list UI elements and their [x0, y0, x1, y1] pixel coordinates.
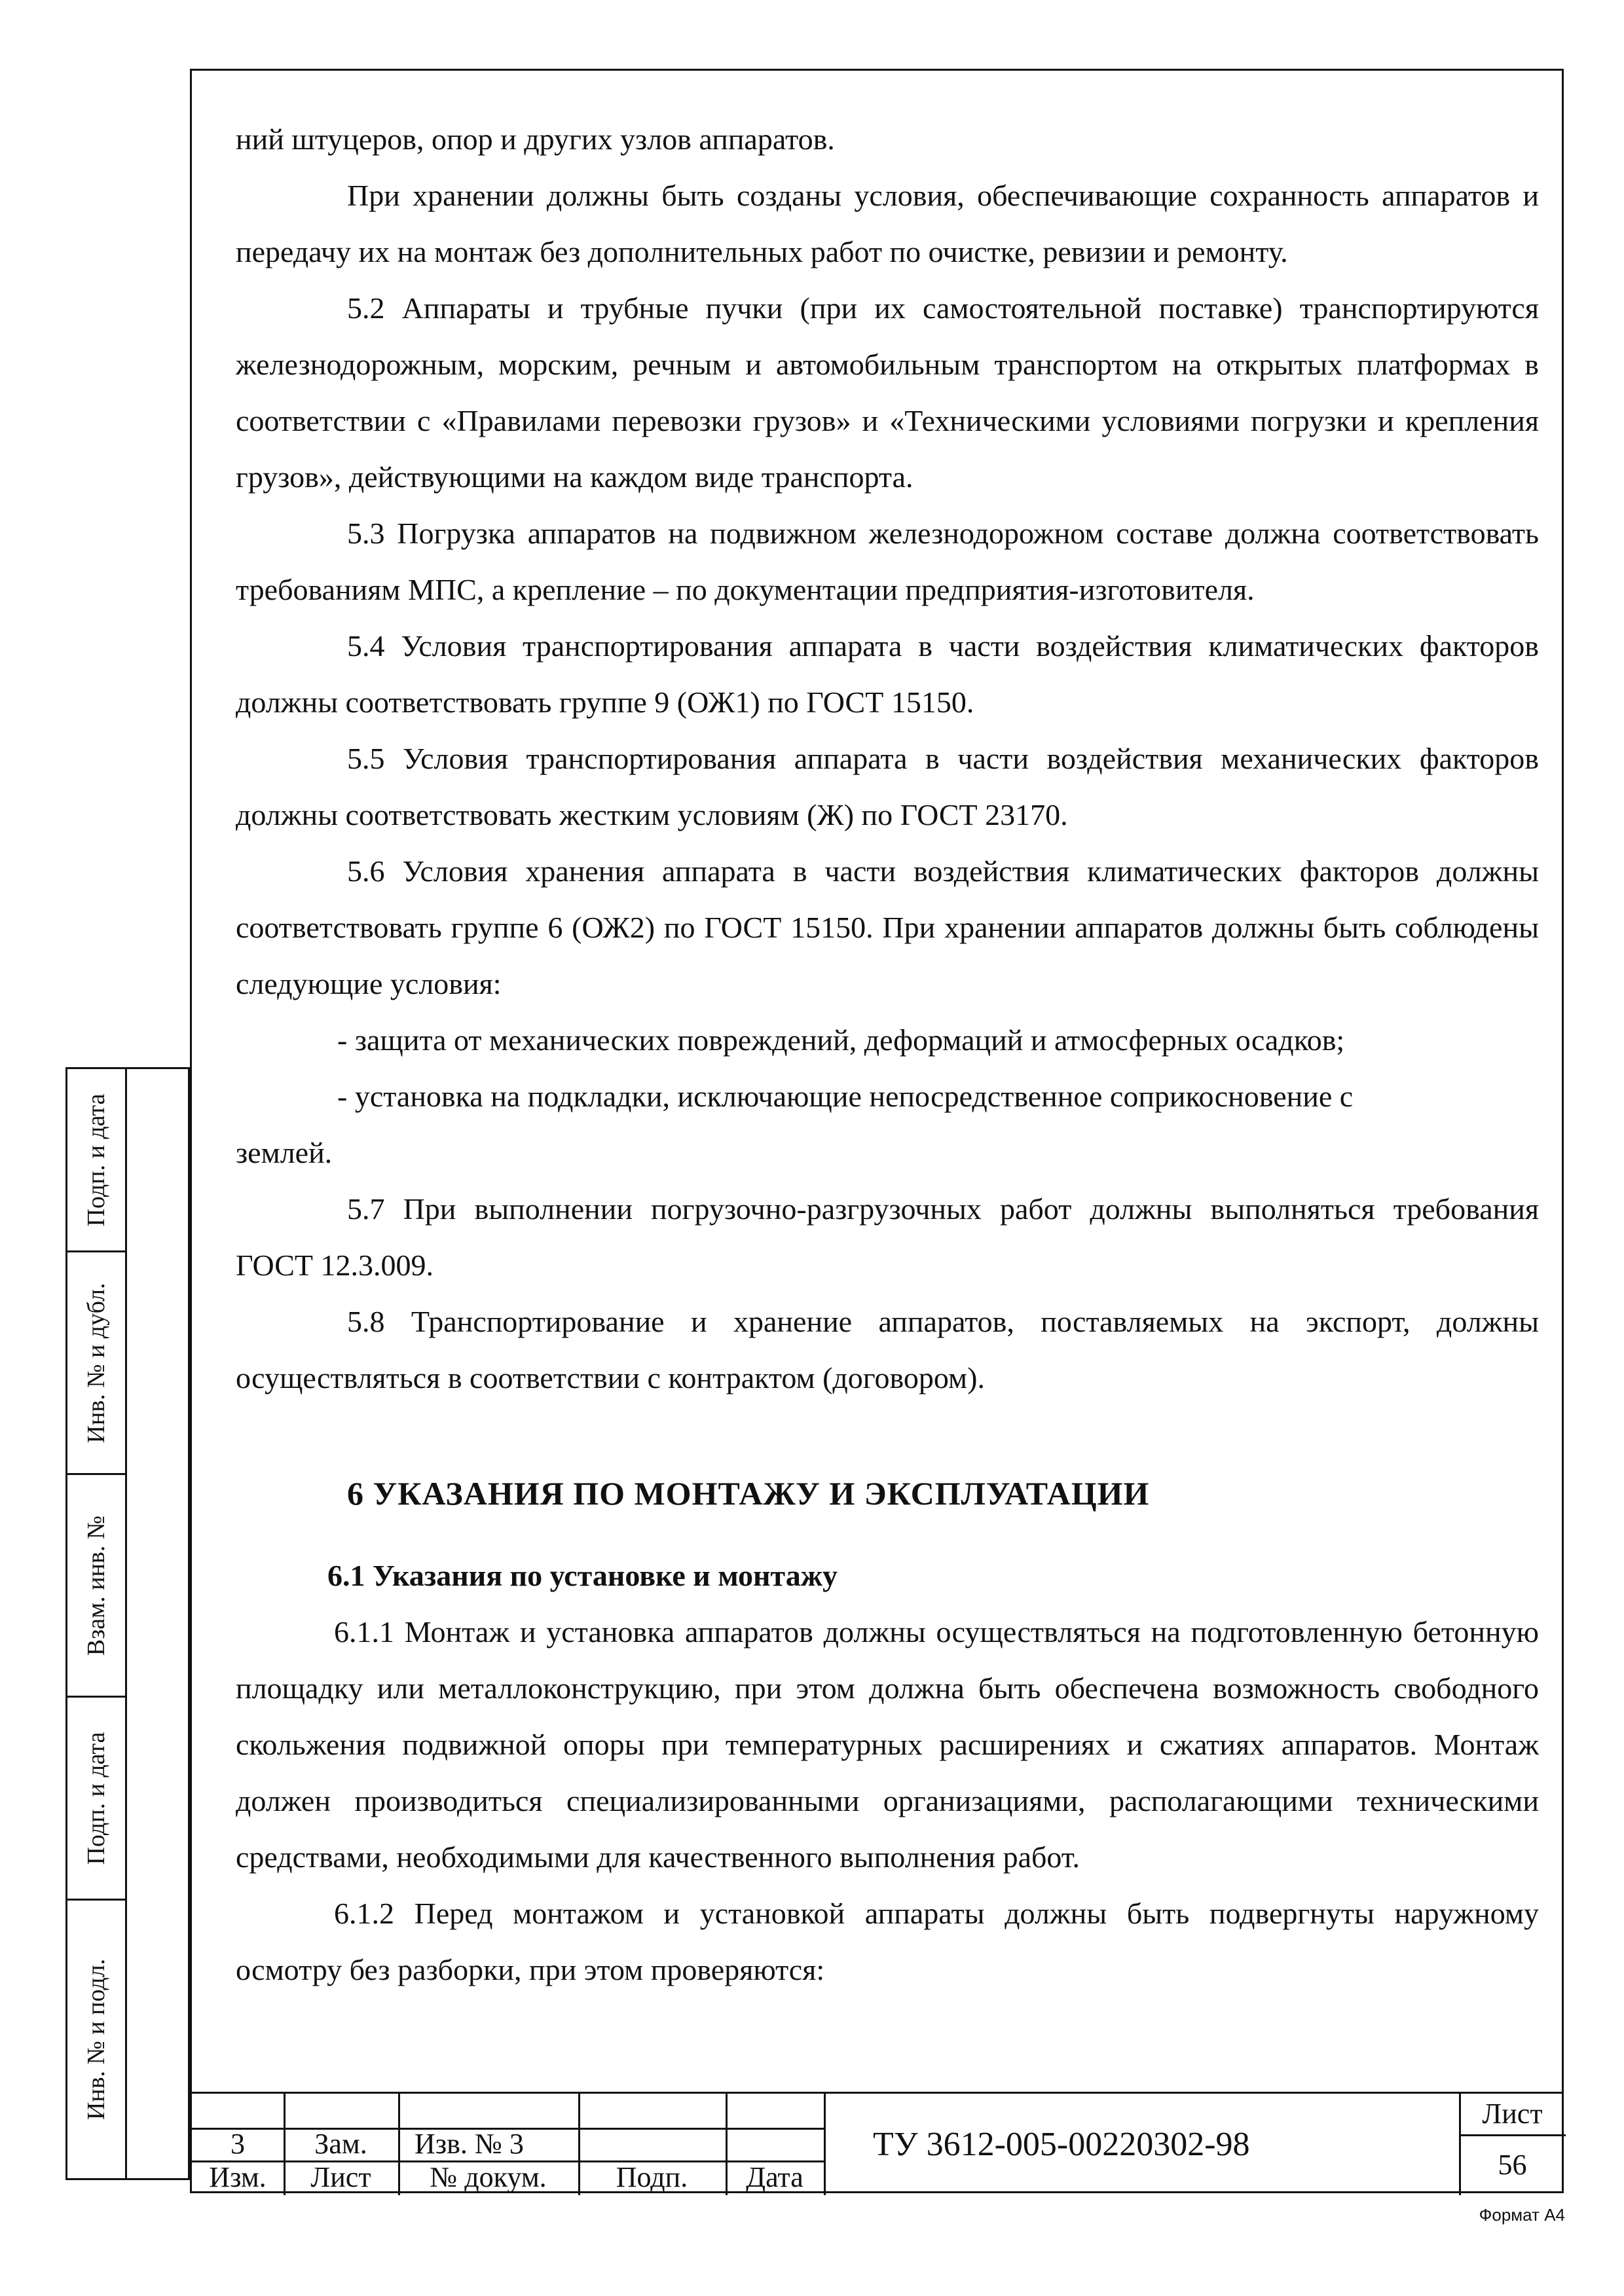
section-heading: 6 УКАЗАНИЯ ПО МОНТАЖУ И ЭКСПЛУАТАЦИИ — [347, 1475, 1150, 1512]
side-stamp-label: Инв. № и подл. — [83, 1958, 110, 2121]
side-stamp-cell — [67, 1475, 125, 1698]
paragraph: 5.7 При выполнении погрузочно-разгрузочных работ должны выполняться требования ГОСТ 12.3.009. — [236, 1192, 1539, 1282]
paragraph: 6.1.1 Монтаж и установка аппаратов должны осуществляться на подготовленную бетонную площадку или металлоконструкцию, при этом должна быть обеспечена возможность свободного скольжения подвижной опоры при температурных расширениях и сжатиях аппаратов. Монтаж должен производиться специализированными организациями, располагающими техническими средствами, необходимыми для качественного выполнения работ. — [236, 1615, 1539, 1874]
header-document: № докум. — [430, 2161, 547, 2193]
paragraph: 5.2 Аппараты и трубные пучки (при их самостоятельной поставке) транспортируются железнодорожным, морским, речным и автомобильным транспортом на открытых платформах в соответствии с «Правилами перевозки грузов» и «Техническими условиями погрузки и крепления грузов», действующими на каждом виде транспорта. — [236, 291, 1539, 494]
side-stamp-label: Подп. и дата — [83, 1093, 110, 1227]
side-stamp-cell — [67, 1901, 125, 2178]
sheet-number: 56 — [1498, 2149, 1527, 2181]
header-izm: Изм. — [209, 2161, 267, 2193]
header-list: Лист — [310, 2161, 371, 2193]
header-signature: Подп. — [616, 2161, 688, 2193]
side-stamp — [65, 1067, 190, 2180]
document-code: ТУ 3612-005-00220302-98 — [873, 2126, 1250, 2163]
paragraph: 5.6 Условия хранения аппарата в части воздействия климатических факторов должны соответствовать группе 6 (ОЖ2) по ГОСТ 15150. При хранении аппаратов должны быть соблюдены следующие условия: — [236, 854, 1539, 1000]
paragraph: 5.4 Условия транспортирования аппарата в части воздействия климатических факторов должны соответствовать группе 9 (ОЖ1) по ГОСТ 15150. — [236, 629, 1539, 719]
side-stamp-cell — [67, 1069, 125, 1252]
paragraph: 5.3 Погрузка аппаратов на подвижном железнодорожном составе должна соответствовать требованиям МПС, а крепление – по документации предприятия-изготовителя. — [236, 517, 1539, 606]
document-body — [236, 111, 1539, 1998]
subsection-heading: 6.1 Указания по установке и монтажу — [327, 1559, 838, 1592]
paragraph: При хранении должны быть созданы условия, обеспечивающие сохранность аппаратов и передачу их на монтаж без дополнительных работ по очистке, ревизии и ремонту. — [236, 179, 1539, 268]
paragraph: ний штуцеров, опор и других узлов аппаратов. — [236, 122, 835, 156]
side-stamp-cell — [67, 1698, 125, 1901]
side-stamp-label: Инв. № и дубл. — [83, 1283, 110, 1443]
revision-number: 3 — [231, 2128, 245, 2160]
list-item: - защита от механических повреждений, деформаций и атмосферных осадков; — [337, 1023, 1345, 1057]
side-stamp-label: Подп. и дата — [83, 1731, 110, 1865]
paragraph: 5.5 Условия транспортирования аппарата в части воздействия механических факторов должны соответствовать жестким условиям (Ж) по ГОСТ 23170. — [236, 742, 1539, 831]
list-item-continuation: землей. — [236, 1136, 333, 1169]
side-stamp-cell — [67, 1252, 125, 1475]
revision-document: Изв. № 3 — [415, 2128, 524, 2160]
revision-type: Зам. — [314, 2128, 367, 2160]
side-stamp-label: Взам. инв. № — [83, 1515, 110, 1656]
format-label: Формат А4 — [1479, 2205, 1565, 2225]
paragraph: 5.8 Транспортирование и хранение аппаратов, поставляемых на экспорт, должны осуществляться в соответствии с контрактом (договором). — [236, 1305, 1539, 1394]
sheet-label: Лист — [1482, 2098, 1543, 2130]
title-block — [190, 2092, 1564, 2193]
list-item: - установка на подкладки, исключающие непосредственное соприкосновение с — [337, 1080, 1354, 1113]
header-date: Дата — [746, 2161, 803, 2193]
paragraph: 6.1.2 Перед монтажом и установкой аппараты должны быть подвергнуты наружному осмотру без разборки, при этом проверяются: — [236, 1897, 1539, 1986]
